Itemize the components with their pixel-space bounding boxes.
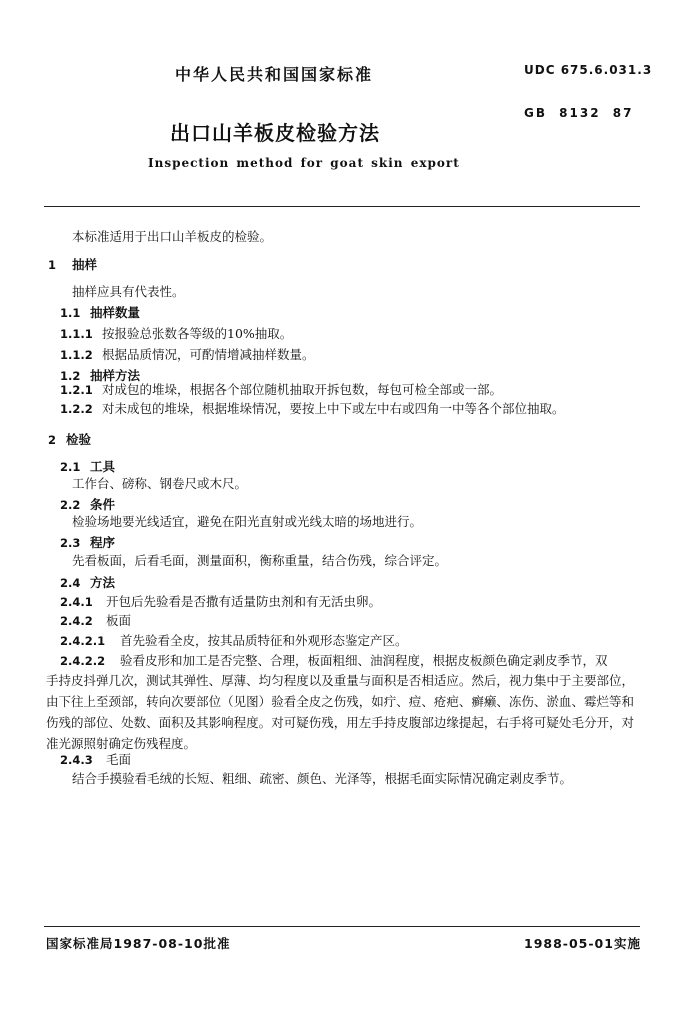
section-2-heading [48, 431, 91, 449]
title-chinese: 出口山羊板皮检验方法 [170, 121, 380, 145]
section-2-title: 检验 [66, 432, 92, 447]
standard-name: 中华人民共和国国家标准 [175, 65, 374, 84]
section-2-1-heading [60, 458, 115, 476]
section-1-heading [48, 256, 97, 274]
section-2-4-heading [60, 574, 115, 592]
section-2-2-heading [60, 496, 115, 514]
section-1-1-1-text: 按报验总张数各等级的10%抽取。 [102, 326, 293, 341]
section-1-2-1 [60, 381, 502, 399]
approval-date: 国家标准局1987-08-10批准 [46, 936, 231, 951]
title-english: Inspection method for goat skin export [148, 156, 460, 170]
section-1-2-2-text: 对未成包的堆垛，根据堆垛情况，要按上中下或左中右或四角一中等各个部位抽取。 [102, 401, 565, 416]
section-2-4-2-2-text-rest: 手持皮抖弹几次，测试其弹性、厚薄、均匀程度以及重量与面积是否相适应。然后，视力集中于主要部位，由下往上至颈部，转向次要部位（见图）验看全皮之伤残，如疔、痘、疮疤、癣癞、冻伤、淤血、霉烂等和伤残的部位、处数、面积及其影响程度。对可疑伤残，用左手持皮腹部边缘提起，右手将可疑处毛分开，对准光源照射确定伤残程度。 [46, 673, 634, 751]
section-1-1-2-number: 1.1.2 [60, 348, 93, 362]
section-2-4-2-title: 板面 [106, 613, 132, 628]
section-2-2-text: 检验场地要光线适宜，避免在阳光直射或光线太暗的场地进行。 [72, 514, 423, 529]
section-2-4-3-number: 2.4.3 [60, 753, 93, 767]
section-2-4-2-2-first-line [60, 652, 608, 670]
section-1-1-title: 抽样数量 [90, 305, 141, 320]
section-1-text: 抽样应具有代表性。 [72, 284, 185, 299]
section-1-2-number: 1.2 [60, 369, 81, 383]
section-2-4-2-2-text-first: 验看皮形和加工是否完整、合理，板面粗细、油润程度，根据皮板颜色确定剥皮季节，双 [120, 653, 608, 668]
section-2-number: 2 [48, 433, 57, 447]
section-2-4-2-1-number: 2.4.2.1 [60, 634, 106, 648]
section-1-title: 抽样 [72, 257, 98, 272]
section-2-4-2-1-text: 首先验看全皮，按其品质特征和外观形态鉴定产区。 [120, 633, 408, 648]
section-1-1-2 [60, 346, 315, 364]
section-2-1-text: 工作台、磅称、钢卷尺或木尺。 [72, 476, 248, 491]
section-1-1-number: 1.1 [60, 306, 81, 320]
gb-number: GB 8132 87 [524, 106, 634, 120]
section-1-2-2-number: 1.2.2 [60, 402, 93, 416]
section-1-1-heading [60, 304, 140, 322]
section-2-4-2-heading [60, 612, 131, 630]
section-2-2-number: 2.2 [60, 498, 81, 512]
intro-text: 本标准适用于出口山羊板皮的检验。 [72, 229, 273, 244]
section-2-3-title: 程序 [90, 535, 116, 550]
section-2-4-1-text: 开包后先验看是否撒有适量防虫剂和有无活虫卵。 [106, 594, 382, 609]
section-2-4-2-1 [60, 632, 408, 650]
section-1-1-1-number: 1.1.1 [60, 327, 93, 341]
section-2-4-1-number: 2.4.1 [60, 595, 93, 609]
section-2-4-1 [60, 593, 381, 611]
section-1-number: 1 [48, 258, 57, 272]
section-2-4-number: 2.4 [60, 576, 81, 590]
section-2-2-title: 条件 [90, 497, 116, 512]
section-2-3-number: 2.3 [60, 536, 81, 550]
section-2-4-2-2-number: 2.4.2.2 [60, 654, 106, 668]
header-divider [44, 206, 640, 207]
section-2-3-text: 先看板面，后看毛面，测量面积，衡称重量，结合伤残，综合评定。 [72, 553, 448, 568]
section-1-2-title: 抽样方法 [90, 368, 141, 383]
effective-date: 1988-05-01实施 [524, 936, 641, 951]
section-2-4-title: 方法 [90, 575, 116, 590]
section-2-4-3-title: 毛面 [106, 752, 132, 767]
section-1-1-2-text: 根据品质情况，可酌情增减抽样数量。 [102, 347, 315, 362]
udc-code: UDC 675.6.031.3 [524, 63, 653, 77]
section-2-4-2-number: 2.4.2 [60, 614, 93, 628]
section-2-4-3-heading [60, 751, 131, 769]
section-1-1-1 [60, 325, 292, 343]
section-2-4-3-text: 结合手摸验看毛绒的长短、粗细、疏密、颜色、光泽等，根据毛面实际情况确定剥皮季节。 [72, 771, 573, 786]
section-1-2-2 [60, 400, 565, 418]
section-2-3-heading [60, 534, 115, 552]
section-1-2-1-text: 对成包的堆垛，根据各个部位随机抽取开拆包数，每包可检全部或一部。 [102, 382, 503, 397]
section-2-1-title: 工具 [90, 459, 116, 474]
footer-divider [44, 926, 640, 927]
section-2-1-number: 2.1 [60, 460, 81, 474]
section-1-2-1-number: 1.2.1 [60, 383, 93, 397]
